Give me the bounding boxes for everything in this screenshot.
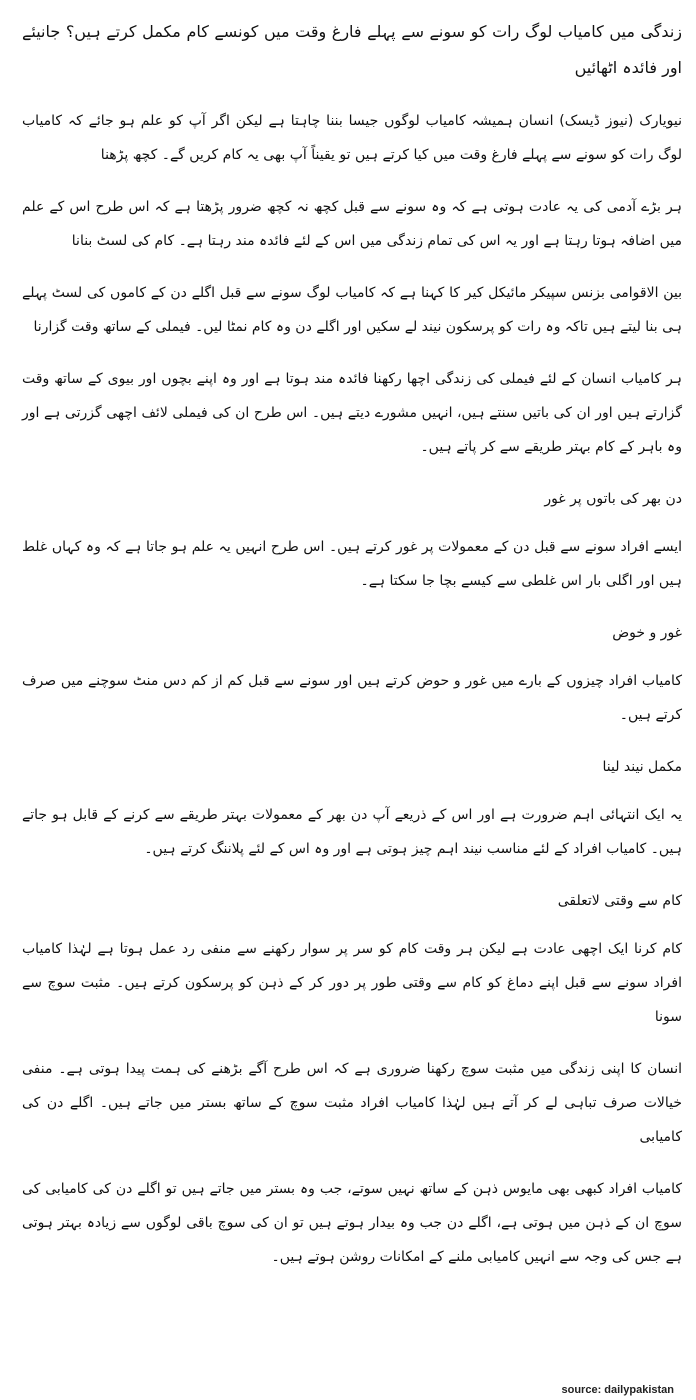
- paragraph-detach-work: کام کرنا ایک اچھی عادت ہے لیکن ہر وقت کام کو سر پر سوار رکھنے سے منفی رد عمل ہوتا ہے لہٰذا کامیاب افراد سونے سے قبل اپنے دماغ کو کام سے وقتی طور پر دور کر کے ذہن کو پرسکون کرتے ہیں۔ مثبت سوچ سے سونا: [22, 941, 682, 1025]
- paragraph-full-sleep: یہ ایک انتہائی اہم ضرورت ہے اور اس کے ذریعے آپ دن بھر کے معمولات بہتر طریقے سے کرنے کے قابل ہو جاتے ہیں۔ کامیاب افراد کے لئے مناسب نیند اہم چیز ہوتی ہے اور وہ اس کے لئے پلاننگ کرتے ہیں۔: [22, 807, 682, 857]
- paragraph-positive-thinking: انسان کا اپنی زندگی میں مثبت سوچ رکھنا ضروری ہے کہ اس طرح آگے بڑھنے کی ہمت پیدا ہوتی ہے۔ منفی خیالات صرف تباہی لے کر آتے ہیں لہٰذا کامیاب افراد مثبت سوچ کے ساتھ بستر میں جاتے ہیں۔ اگلے دن کی کامیابی: [22, 1061, 682, 1145]
- paragraph-intro: نیویارک (نیوز ڈیسک) انسان ہمیشہ کامیاب لوگوں جیسا بننا چاہتا ہے لیکن اگر آپ کو علم ہو جائے کہ کامیاب لوگ رات کو سونے سے پہلے فارغ وقت میں کیا کرتے ہیں تو یقیناً آپ بھی یہ کام کریں گے۔ کچھ پڑھنا: [22, 113, 682, 163]
- heading-contemplation: غور و خوض: [612, 625, 682, 641]
- paragraph-contemplation: کامیاب افراد چیزوں کے بارے میں غور و حوض کرتے ہیں اور سونے سے قبل کم از کم دس منٹ سوچنے میں صرف کرتے ہیں۔: [22, 673, 682, 723]
- paragraph-reflect-day: ایسے افراد سونے سے قبل دن کے معمولات پر غور کرتے ہیں۔ اس طرح انہیں یہ علم ہو جاتا ہے کہ وہ کہاں غلط ہیں اور اگلی بار اس غلطی سے کیسے بچا جا سکتا ہے۔: [22, 539, 682, 589]
- heading-reflect-day: دن بھر کی باتوں پر غور: [544, 491, 682, 507]
- article-title: زندگی میں کامیاب لوگ رات کو سونے سے پہلے فارغ وقت میں کونسے کام مکمل کرتے ہیں؟ جانیئے اور فائدہ اٹھائیں: [22, 22, 682, 77]
- paragraph-next-day-success: کامیاب افراد کبھی بھی مایوس ذہن کے ساتھ نہیں سوتے، جب وہ بستر میں جاتے ہیں تو اگلے دن کی کامیابی کی سوچ ان کے ذہن میں ہوتی ہے، اگلے دن جب وہ بیدار ہوتے ہیں تو ان کی سوچ باقی لوگوں سے زیادہ بہتر ہوتی ہے جس کی وجہ سے انہیں کامیابی ملنے کے امکانات روشن ہوتے ہیں۔: [22, 1181, 682, 1265]
- paragraph-family-time: ہر کامیاب انسان کے لئے فیملی کی زندگی اچھا رکھنا فائدہ مند ہوتا ہے اور وہ اپنے بچوں اور بیوی کے ساتھ وقت گزارتے ہیں اور ان کی باتیں سنتے ہیں، انہیں مشورے دیتے ہیں۔ اس طرح ان کی فیملی لائف اچھی گزرتی ہے اور وہ باہر کے کام بہتر طریقے سے کر پاتے ہیں۔: [22, 371, 682, 455]
- source-credit: source: dailypakistan: [561, 1384, 674, 1396]
- article: [22, 14, 682, 1292]
- heading-full-sleep: مکمل نیند لینا: [602, 759, 682, 775]
- paragraph-work-list: بین الاقوامی بزنس سپیکر مائیکل کیر کا کہنا ہے کہ کامیاب لوگ سونے سے قبل اگلے دن کے کاموں کی لسٹ پہلے ہی بنا لیتے ہیں تاکہ وہ رات کو پرسکون نیند لے سکیں اور اگلے دن وہ کام نمٹا لیں۔ فیملی کے ساتھ وقت گزارنا: [22, 285, 682, 335]
- heading-detach-work: کام سے وقتی لاتعلقی: [557, 893, 682, 909]
- paragraph-reading: ہر بڑے آدمی کی یہ عادت ہوتی ہے کہ وہ سونے سے قبل کچھ نہ کچھ ضرور پڑھتا ہے کہ اس طرح اس کے علم میں اضافہ ہوتا رہتا ہے اور یہ اس کی تمام زندگی میں اس کے لئے فائدہ مند رہتا ہے۔ کام کی لسٹ بنانا: [22, 199, 682, 249]
